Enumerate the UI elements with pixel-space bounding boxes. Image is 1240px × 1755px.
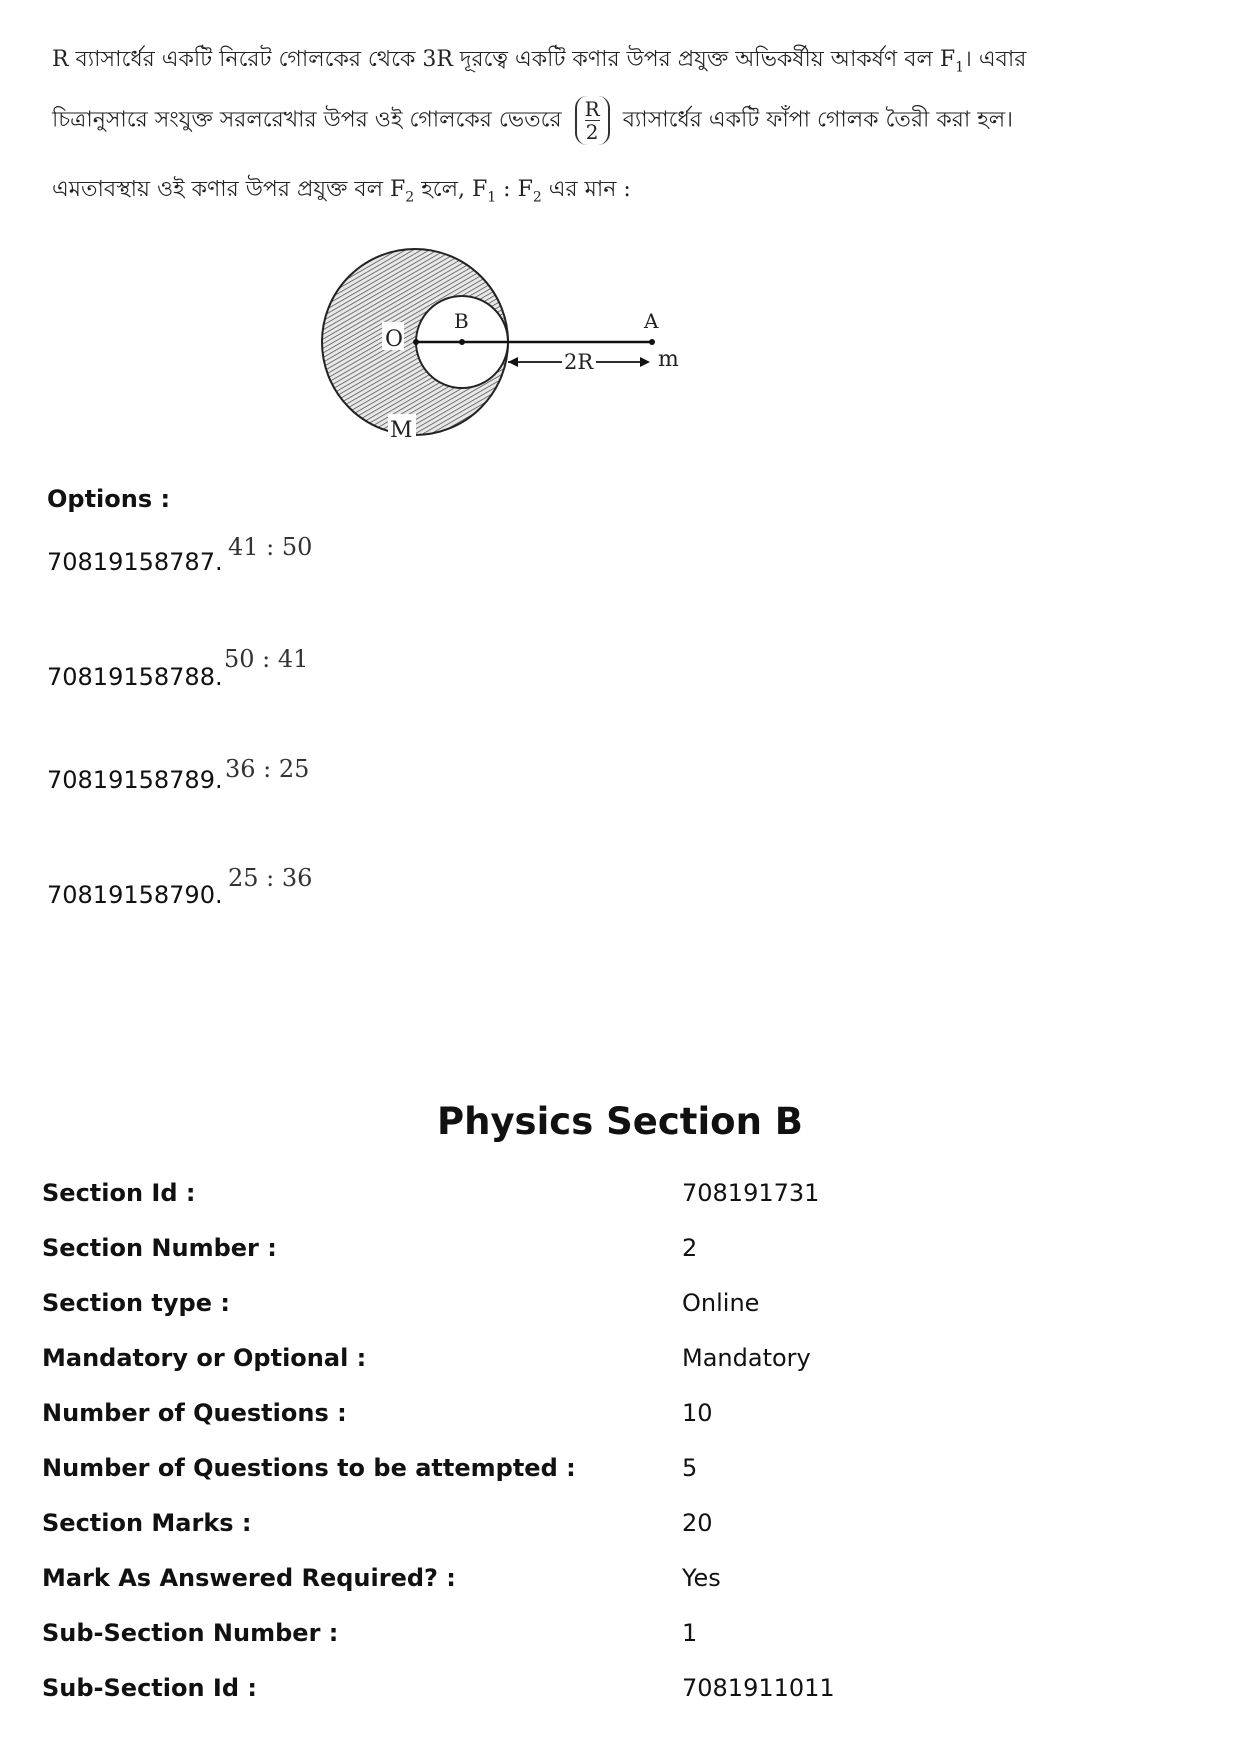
question-line-1: [52, 42, 1026, 79]
label-o: O: [385, 327, 404, 352]
mark-answered-label: Mark As Answered Required? :: [42, 1564, 456, 1592]
point-b: [459, 339, 465, 345]
options-label: Options :: [47, 485, 171, 513]
subscript: 1: [487, 189, 497, 206]
option-value: 36 : 25: [225, 755, 310, 783]
section-marks-value: 20: [682, 1509, 713, 1537]
label-mass-m: m: [658, 347, 679, 372]
option-id: 70819158789.: [47, 766, 223, 794]
option-value: 25 : 36: [228, 864, 313, 892]
subsection-id-label: Sub-Section Id :: [42, 1674, 257, 1702]
question-text: চিত্রানুসারে সংযুক্ত সরলরেখার উপর ওই গোলকের ভেতরে: [52, 107, 562, 133]
option-value: 50 : 41: [224, 645, 309, 673]
arrowhead-right: [640, 357, 650, 367]
subscript: 2: [405, 189, 415, 206]
subsection-number-value: 1: [682, 1619, 698, 1647]
point-a: [649, 339, 655, 345]
attempt-count-value: 5: [682, 1454, 698, 1482]
label-a: A: [644, 309, 659, 333]
question-line-2: [52, 96, 1013, 145]
arrowhead-left: [508, 357, 518, 367]
subscript: 2: [532, 189, 542, 206]
option-id: 70819158787.: [47, 548, 223, 576]
fraction-numerator: R: [584, 97, 600, 121]
sphere-cavity-diagram: [300, 218, 700, 468]
label-big-m: M: [390, 418, 413, 443]
option-id: 70819158788.: [47, 663, 223, 691]
question-text: । এবার: [964, 47, 1027, 72]
question-line-3: [52, 172, 631, 209]
option-id: 70819158790.: [47, 881, 223, 909]
question-text: ব্যাসার্ধের একটি ফাঁপা গোলক তৈরী করা হল।: [622, 107, 1014, 133]
mandatory-value: Mandatory: [682, 1344, 811, 1372]
subscript: 1: [955, 59, 965, 76]
fraction-r-over-2: [575, 96, 610, 145]
question-count-value: 10: [682, 1399, 713, 1427]
question-count-label: Number of Questions :: [42, 1399, 347, 1427]
section-number-value: 2: [682, 1234, 698, 1262]
subsection-id-value: 7081911011: [682, 1674, 835, 1702]
label-b: B: [454, 309, 469, 333]
section-type-value: Online: [682, 1289, 760, 1317]
question-text: : F: [496, 177, 533, 202]
section-type-label: Section type :: [42, 1289, 230, 1317]
attempt-count-label: Number of Questions to be attempted :: [42, 1454, 576, 1482]
question-text: এর মান :: [541, 177, 631, 202]
question-text: এমতাবস্থায় ওই কণার উপর প্রযুক্ত বল F: [52, 177, 406, 202]
point-o: [413, 339, 419, 345]
section-number-label: Section Number :: [42, 1234, 277, 1262]
question-text: হলে, F: [414, 177, 488, 202]
fraction-denominator: 2: [585, 120, 599, 144]
option-value: 41 : 50: [228, 533, 313, 561]
mark-answered-value: Yes: [682, 1564, 721, 1592]
section-marks-label: Section Marks :: [42, 1509, 252, 1537]
section-title: Physics Section B: [436, 1100, 803, 1143]
question-text: R ব্যাসার্ধের একটি নিরেট গোলকের থেকে 3R দূরত্বে একটি কণার উপর প্রযুক্ত অভিকর্ষীয় আকর্ষণ বল F: [52, 47, 956, 72]
label-distance: 2R: [564, 350, 594, 374]
section-id-value: 708191731: [682, 1179, 820, 1207]
subsection-number-label: Sub-Section Number :: [42, 1619, 339, 1647]
mandatory-label: Mandatory or Optional :: [42, 1344, 367, 1372]
section-id-label: Section Id :: [42, 1179, 196, 1207]
